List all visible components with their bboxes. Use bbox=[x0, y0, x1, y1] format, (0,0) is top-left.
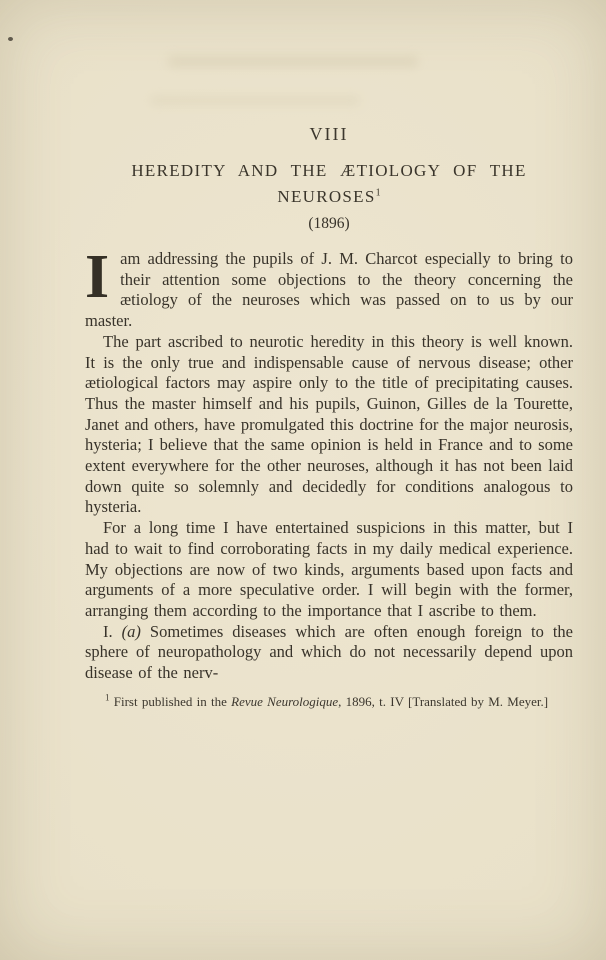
paragraph-4 bbox=[85, 622, 573, 684]
body-text bbox=[85, 243, 573, 684]
page-showthrough-smudge bbox=[150, 96, 360, 105]
footnote-text-after: , 1896, t. IV [Translated by M. Meyer.] bbox=[338, 693, 549, 709]
footnote-journal-name: Revue Neurologique bbox=[231, 693, 339, 709]
title-line-2: NEUROSES bbox=[277, 187, 376, 206]
paragraph-3: For a long time I have entertained suspicions in this matter, but I had to wait to find corroborating facts in my daily medical experience. My objections are now of two kinds, arguments based upon facts and arguments of a more speculative order. I will begin with the former, arranging them according to the importance that I ascribe to them. bbox=[85, 518, 573, 620]
chapter-number: VIII bbox=[309, 124, 349, 144]
page-content bbox=[85, 124, 573, 710]
scan-speck bbox=[8, 37, 13, 41]
footnote-marker: 1 bbox=[105, 692, 110, 703]
title-footnote-marker: 1 bbox=[375, 187, 381, 199]
page-showthrough-smudge bbox=[168, 56, 418, 67]
paragraph-1-text: am addressing the pupils of J. M. Charcot especially to bring to their attention some objections to the theory concerning the ætiology of the neuroses which was passed on to us by our master. bbox=[85, 249, 573, 331]
title-line-1: HEREDITY AND THE ÆTIOLOGY OF THE bbox=[131, 161, 527, 180]
publication-year: (1896) bbox=[308, 215, 350, 232]
dropcap-initial: I bbox=[85, 243, 110, 311]
paragraph-4-rest: Sometimes diseases which are often enough foreign to the sphere of neuropathology and which do not necessarily depend upon disease of the nerv- bbox=[85, 621, 573, 683]
footnote-text-before: First published in the bbox=[113, 693, 232, 709]
paragraph-1 bbox=[85, 243, 573, 332]
chapter-title bbox=[85, 158, 573, 210]
footnote bbox=[85, 693, 573, 710]
paragraph-2: The part ascribed to neurotic heredity in this theory is well known. It is the only true and indispensable cause of nervous disease; other ætiological factors may aspire only to the title of precipitating causes. Thus the master himself and his pupils, Guinon, Gilles de la Tourette, Janet and others, have promulgated this doctrine for the major neurosis, hysteria; I believe that the same opinion is held in France and to some extent everywhere for the other neuroses, although it has not been laid down quite so solemnly and decidedly for conditions analogous to hysteria. bbox=[85, 331, 573, 517]
paragraph-4-prefix: I. bbox=[103, 621, 122, 641]
paragraph-4-italic: (a) bbox=[121, 621, 141, 641]
